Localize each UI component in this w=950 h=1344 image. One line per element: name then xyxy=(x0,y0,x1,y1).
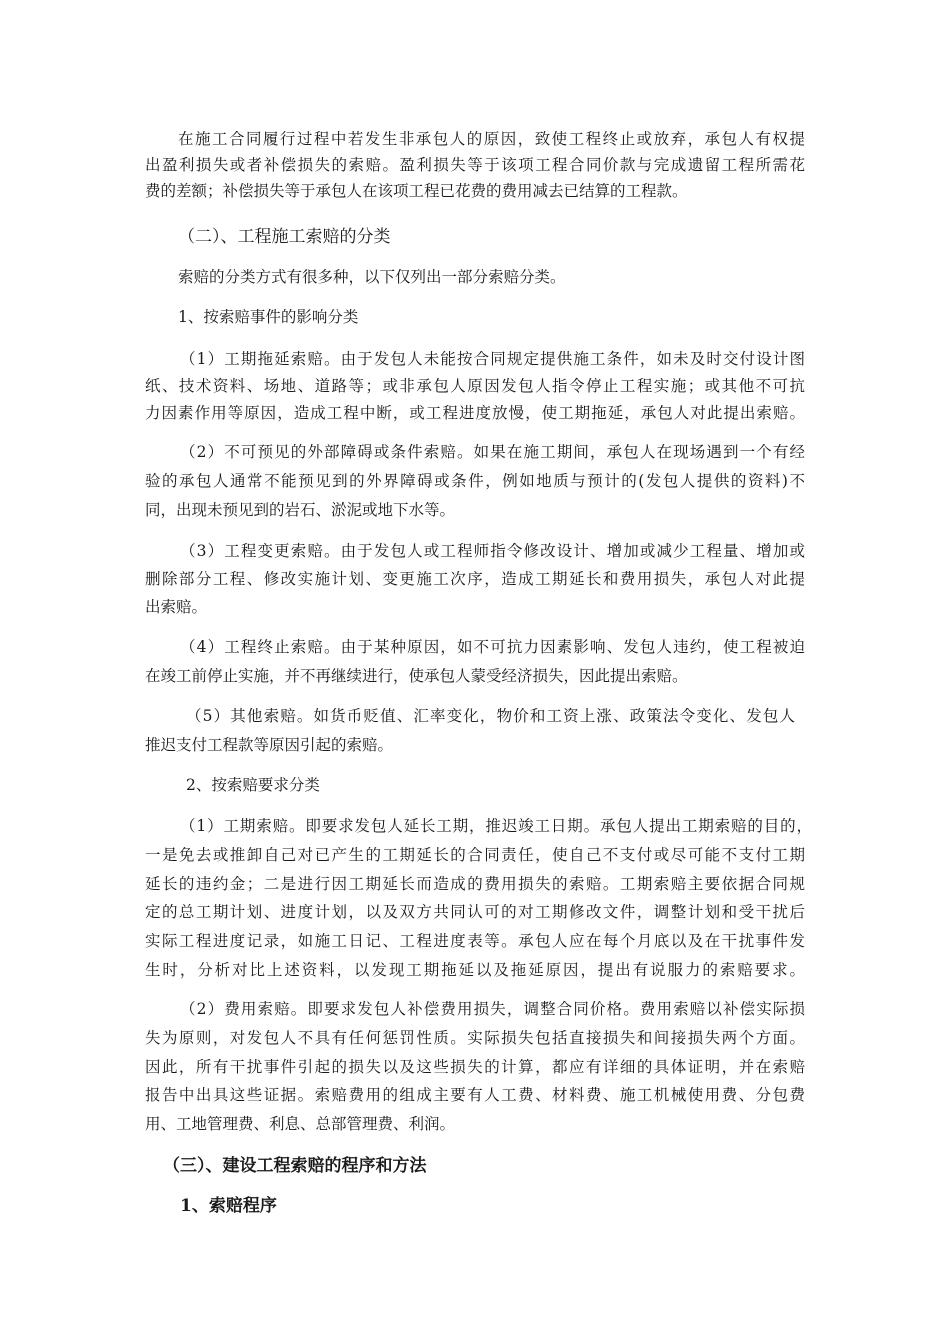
paragraph-line: （3）工程变更索赔。由于发包人或工程师指令修改设计、增加或减少工程量、增加或 xyxy=(180,542,805,560)
section-heading: （三）、建设工程索赔的程序和方法 xyxy=(163,1156,427,1176)
paragraph-line: 在竣工前停止实施，并不再继续进行，使承包人蒙受经济损失，因此提出索赔。 xyxy=(145,667,688,685)
paragraph-line: 纸、技术资料、场地、道路等；或非承包人原因发包人指令停止工程实施；或其他不可抗 xyxy=(145,377,805,395)
paragraph-line: 费的差额；补偿损失等于承包人在该项工程已花费的费用减去已结算的工程款。 xyxy=(145,182,688,200)
paragraph-line: 延长的违约金；二是进行因工期延长而造成的费用损失的索赔。工期索赔主要依据合同规 xyxy=(145,875,805,893)
paragraph-line: 力因素作用等原因，造成工程中断，或工程进度放慢，使工期拖延，承包人对此提出索赔。 xyxy=(145,404,805,422)
subsection-heading: 1、按索赔事件的影响分类 xyxy=(178,308,359,326)
paragraph-line: （1）工期索赔。即要求发包人延长工期，推迟竣工日期。承包人提出工期索赔的目的， xyxy=(180,817,812,835)
paragraph-line: 索赔的分类方式有很多种，以下仅列出一部分索赔分类。 xyxy=(178,268,566,286)
paragraph-line: 实际工程进度记录，如施工日记、工程进度表等。承包人应在每个月底以及在干扰事件发 xyxy=(145,932,805,950)
paragraph-line: 同，出现未预见到的岩石、淤泥或地下水等。 xyxy=(145,501,456,519)
paragraph-line: 因此，所有干扰事件引起的损失以及这些损失的计算，都应有详细的具体证明，并在索赔 xyxy=(145,1058,805,1076)
paragraph-line: 定的总工期计划、进度计划，以及双方共同认可的对工期修改文件，调整计划和受干扰后 xyxy=(145,903,805,921)
paragraph-line: （4）工程终止索赔。由于某种原因，如不可抗力因素影响、发包人违约，使工程被迫 xyxy=(180,638,805,656)
paragraph-line: 验的承包人通常不能预见到的外界障碍或条件，例如地质与预计的(发包人提供的资料)不 xyxy=(145,472,805,490)
paragraph-line: 在施工合同履行过程中若发生非承包人的原因，致使工程终止或放弃，承包人有权提 xyxy=(178,130,805,148)
paragraph-line: 失为原则，对发包人不具有任何惩罚性质。实际损失包括直接损失和间接损失两个方面。 xyxy=(145,1029,805,1047)
paragraph-line: 报告中出具这些证据。索赔费用的组成主要有人工费、材料费、施工机械使用费、分包费 xyxy=(145,1086,805,1104)
paragraph-line: 一是免去或推卸自己对已产生的工期延长的合同责任，使自己不支付或尽可能不支付工期 xyxy=(145,846,805,864)
paragraph-line: 生时，分析对比上述资料，以发现工期拖延以及拖延原因，提出有说服力的索赔要求。 xyxy=(145,961,805,979)
subsection-heading: 2、按索赔要求分类 xyxy=(186,776,320,794)
paragraph-line: 用、工地管理费、利息、总部管理费、利润。 xyxy=(145,1115,456,1133)
paragraph-line: 推迟支付工程款等原因引起的索赔。 xyxy=(145,736,394,754)
paragraph-line: （2）费用索赔。即要求发包人补偿费用损失，调整合同价格。费用索赔以补偿实际损 xyxy=(180,1000,805,1018)
paragraph-line: 出索赔。 xyxy=(145,598,208,616)
paragraph-line: 出盈利损失或者补偿损失的索赔。盈利损失等于该项工程合同价款与完成遗留工程所需花 xyxy=(145,156,805,174)
subsection-heading: 1、索赔程序 xyxy=(180,1196,277,1216)
paragraph-line: 删除部分工程、修改实施计划、变更施工次序，造成工期延长和费用损失，承包人对此提 xyxy=(145,570,805,588)
paragraph-line: （1）工期拖延索赔。由于发包人未能按合同规定提供施工条件，如未及时交付设计图 xyxy=(180,350,805,368)
paragraph-line: （2）不可预见的外部障碍或条件索赔。如果在施工期间，承包人在现场遇到一个有经 xyxy=(180,443,805,461)
paragraph-line: （5）其他索赔。如货币贬值、汇率变化，物价和工资上涨、政策法令变化、发包人 xyxy=(186,707,795,725)
section-heading: （二）、工程施工索赔的分类 xyxy=(178,227,391,247)
